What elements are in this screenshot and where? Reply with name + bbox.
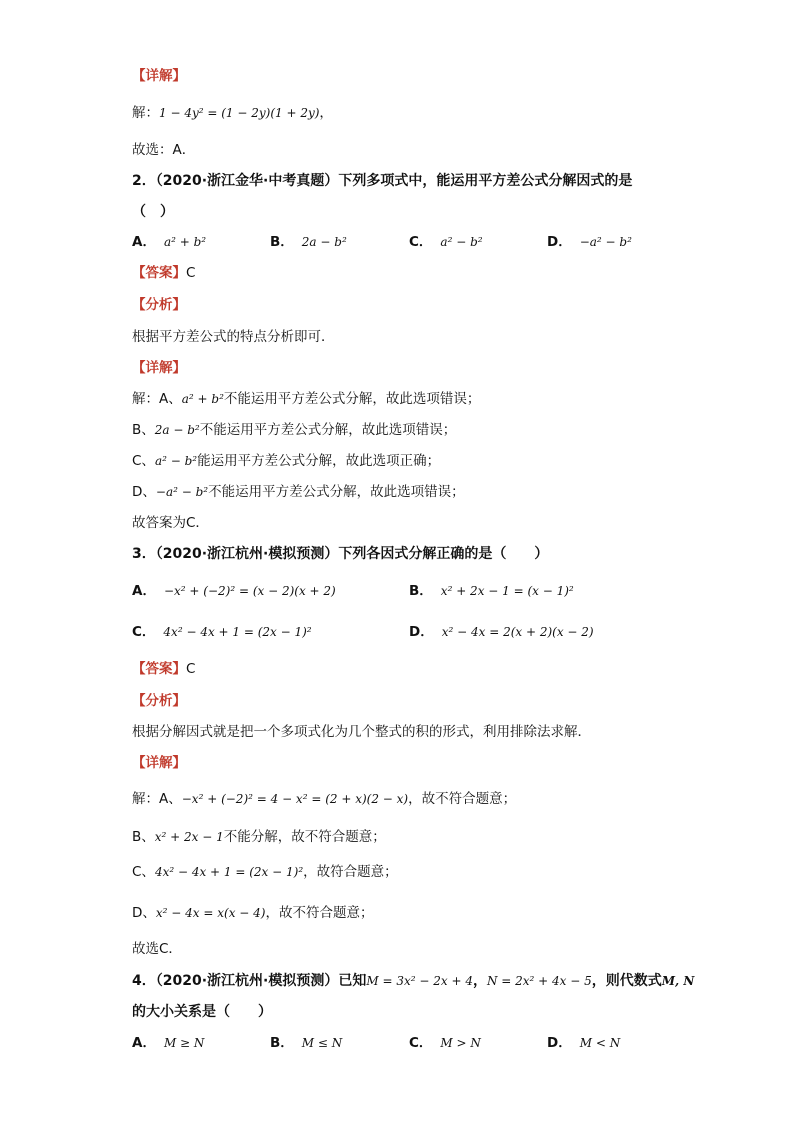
q4-option-a[interactable]: A． M ≥ N: [132, 1035, 205, 1051]
q2-option-b[interactable]: B． 2a − b²: [270, 234, 347, 250]
detail-line: 解：A、−x² + (−2)² = 4 − x² = (2 + x)(2 − x)，故不符合题意；: [132, 791, 517, 807]
solution-line: 解：1 − 4y² = (1 − 2y)(1 + 2y)，: [132, 105, 333, 121]
q4-option-c[interactable]: C． M > N: [409, 1035, 481, 1051]
question-4-stem: 4．（2020·浙江杭州·模拟预测）已知M = 3x² − 2x + 4，N = 2x² + 4x − 5，则代数式M, N: [132, 973, 695, 989]
q2-option-c[interactable]: C． a² − b²: [409, 234, 483, 250]
q3-option-b[interactable]: B． x² + 2x − 1 = (x − 1)²: [409, 583, 574, 599]
analysis-text: 根据分解因式就是把一个多项式化为几个整式的积的形式，利用排除法求解．: [132, 724, 591, 740]
q2-option-a[interactable]: A． a² + b²: [132, 234, 207, 250]
detail-line: B、x² + 2x − 1不能分解，故不符合题意；: [132, 829, 386, 845]
question-2-bracket: （ ）: [132, 204, 174, 220]
answer-line: 【答案】C: [132, 661, 196, 677]
conclusion: 故选C．: [132, 941, 182, 957]
math-expression: 1 − 4y² = (1 − 2y)(1 + 2y): [159, 106, 320, 120]
question-2-stem: 2．（2020·浙江金华·中考真题）下列多项式中，能运用平方差公式分解因式的是: [132, 173, 633, 189]
detail-heading: 【详解】: [132, 360, 186, 376]
analysis-heading: 【分析】: [132, 297, 186, 313]
q4-option-b[interactable]: B． M ≤ N: [270, 1035, 343, 1051]
q3-option-d[interactable]: D． x² − 4x = 2(x + 2)(x − 2): [409, 624, 594, 640]
detail-line: C、4x² − 4x + 1 = (2x − 1)²，故符合题意；: [132, 864, 398, 880]
q3-option-c[interactable]: C． 4x² − 4x + 1 = (2x − 1)²: [132, 624, 312, 640]
detail-line: C、a² − b²能运用平方差公式分解，故此选项正确；: [132, 453, 441, 469]
q2-option-d[interactable]: D． −a² − b²: [547, 234, 632, 250]
detail-line: 解：A、a² + b²不能运用平方差公式分解，故此选项错误；: [132, 391, 481, 407]
question-4-stem-line2: 的大小关系是（ ）: [132, 1004, 272, 1020]
question-3-stem: 3．（2020·浙江杭州·模拟预测）下列各因式分解正确的是（ ）: [132, 546, 549, 562]
analysis-heading: 【分析】: [132, 693, 186, 709]
detail-line: B、2a − b²不能运用平方差公式分解，故此选项错误；: [132, 422, 457, 438]
answer-line: 【答案】C: [132, 265, 196, 281]
analysis-text: 根据平方差公式的特点分析即可．: [132, 329, 335, 345]
conclusion: 故答案为C．: [132, 515, 209, 531]
detail-line: D、−a² − b²不能运用平方差公式分解，故此选项错误；: [132, 484, 465, 500]
detail-heading: 【详解】: [132, 755, 186, 771]
q4-option-d[interactable]: D． M < N: [547, 1035, 621, 1051]
conclusion: 故选：A．: [132, 142, 196, 158]
q3-option-a[interactable]: A． −x² + (−2)² = (x − 2)(x + 2): [132, 583, 336, 599]
detail-line: D、x² − 4x = x(x − 4)，故不符合题意；: [132, 905, 374, 921]
detail-heading: 【详解】: [132, 68, 186, 84]
